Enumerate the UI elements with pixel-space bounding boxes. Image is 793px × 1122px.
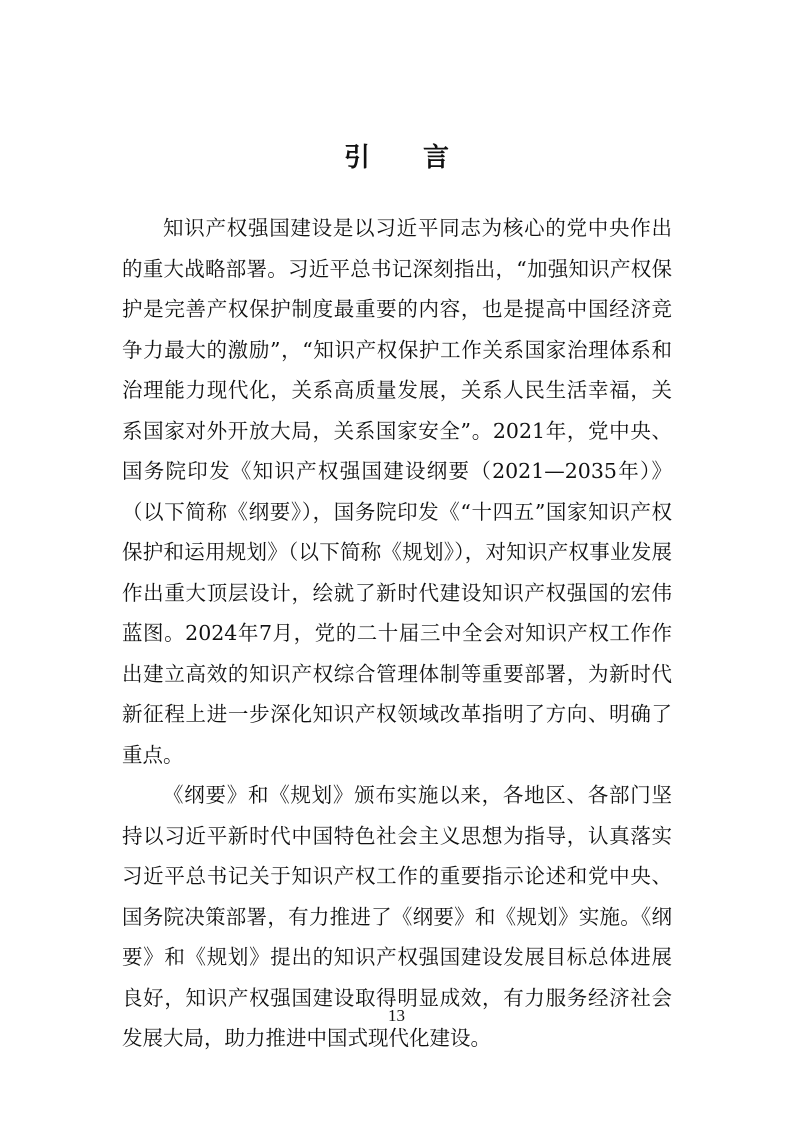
page-title: 引 言 [343,143,472,173]
paragraph-2: 《纲要》和《规划》颁布实施以来，各地区、各部门坚持以习近平新时代中国特色社会主义思想为指导，认真落实习近平总书记关于知识产权工作的重要指示论述和党中央、国务院决策部署，有力推进了《纲要》和《规划》实施。《纲要》和《规划》提出的知识产权强国建设发展目标总体进展良好，知识产权强国建设取得明显成效，有力服务经济社会发展大局，助力推进中国式现代化建设。 [122,783,672,1050]
page-number: 13 [388,1006,405,1025]
paragraph-1: 知识产权强国建设是以习近平同志为核心的党中央作出的重大战略部署。习近平总书记深刻指出，“加强知识产权保护是完善产权保护制度最重要的内容，也是提高中国经济竞争力最大的激励”，“知识产权保护工作关系国家治理体系和治理能力现代化，关系高质量发展，关系人民生活幸福，关系国家对外开放大局，关系国家安全”。2021年，党中央、国务院印发《知识产权强国建设纲要（2021—2035年）》（以下简称《纲要》），国务院印发《“十四五”国家知识产权保护和运用规划》（以下简称《规划》），对知识产权事业发展作出重大顶层设计，绘就了新时代建设知识产权强国的宏伟蓝图。2024年7月，党的二十届三中全会对知识产权工作作出建立高效的知识产权综合管理体制等重要部署，为新时代新征程上进一步深化知识产权领域改革指明了方向、明确了重点。 [122,216,672,767]
body-text [122,208,672,1059]
